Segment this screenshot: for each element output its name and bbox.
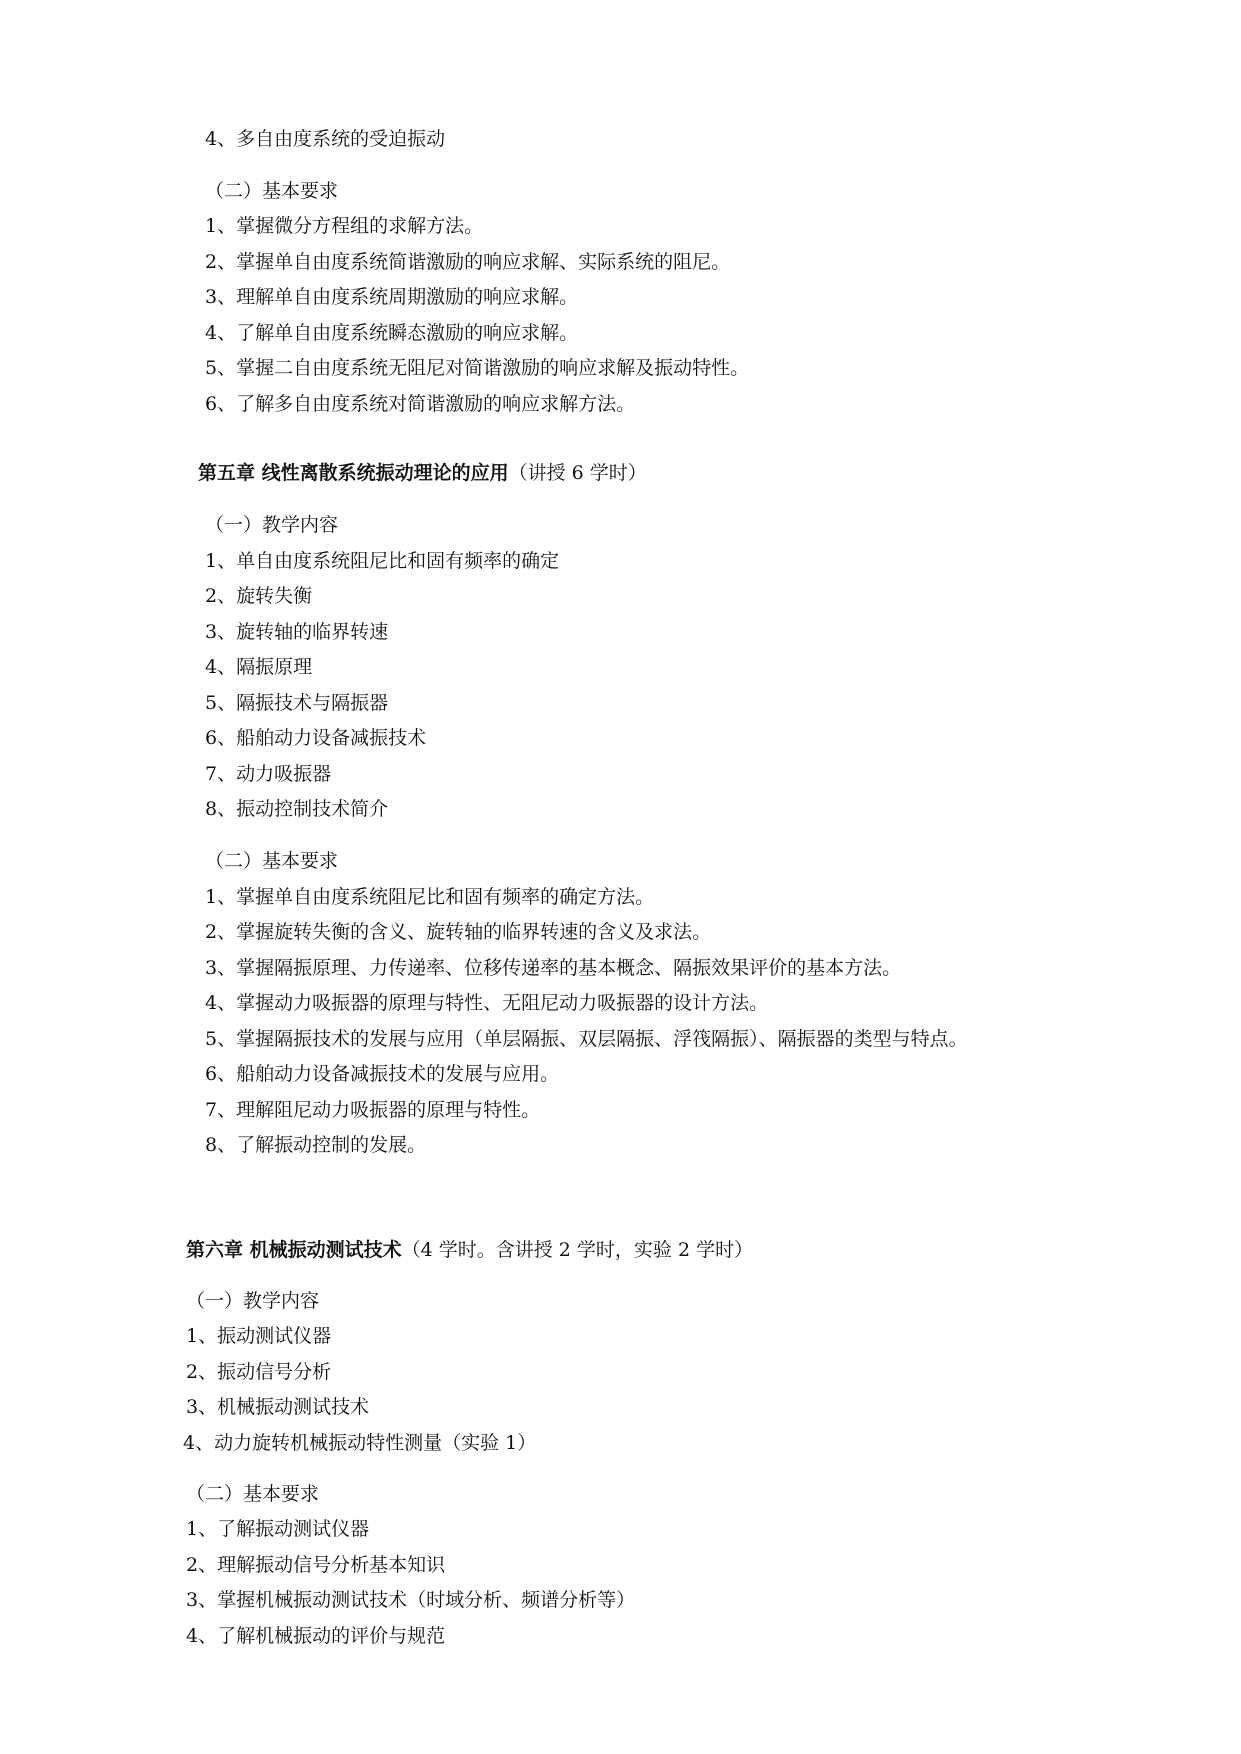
chapter5-req-item-7: 7、理解阻尼动力吸振器的原理与特性。	[205, 1099, 541, 1121]
chapter5-title: 第五章 线性离散系统振动理论的应用	[198, 462, 509, 484]
chapter5-requirements-title: （二）基本要求	[205, 850, 339, 872]
chapter6-content-item-4: 4、动力旋转机械振动特性测量（实验 1）	[183, 1432, 537, 1454]
chapter5-content-item-7: 7、动力吸振器	[205, 763, 332, 785]
chapter5-content-item-4: 4、隔振原理	[205, 656, 313, 678]
chapter6-title: 第六章 机械振动测试技术	[186, 1239, 402, 1261]
chapter4-req-item-6: 6、了解多自由度系统对简谐激励的响应求解方法。	[205, 393, 636, 415]
chapter6-req-item-2: 2、理解振动信号分析基本知识	[186, 1554, 446, 1576]
chapter5-content-title: （一）教学内容	[205, 514, 339, 536]
chapter5-content-item-5: 5、隔振技术与隔振器	[205, 692, 389, 714]
chapter6-content-title: （一）教学内容	[186, 1290, 320, 1312]
chapter4-req-item-1: 1、掌握微分方程组的求解方法。	[205, 215, 484, 237]
chapter6-content-item-2: 2、振动信号分析	[186, 1361, 332, 1383]
chapter5-content-item-3: 3、旋转轴的临界转速	[205, 621, 389, 643]
chapter6-content-item-1: 1、振动测试仪器	[186, 1325, 332, 1347]
chapter4-req-item-3: 3、理解单自由度系统周期激励的响应求解。	[205, 286, 579, 308]
chapter6-req-item-3: 3、掌握机械振动测试技术（时域分析、频谱分析等）	[186, 1589, 636, 1611]
chapter5-req-item-6: 6、船舶动力设备减振技术的发展与应用。	[205, 1063, 560, 1085]
chapter6-req-item-1: 1、了解振动测试仪器	[186, 1518, 370, 1540]
chapter5-req-item-8: 8、了解振动控制的发展。	[205, 1134, 427, 1156]
chapter5-hours-note: （讲授 6 学时）	[508, 462, 647, 484]
chapter5-req-item-2: 2、掌握旋转失衡的含义、旋转轴的临界转速的含义及求法。	[205, 921, 712, 943]
chapter4-req-item-5: 5、掌握二自由度系统无阻尼对简谐激励的响应求解及振动特性。	[205, 357, 750, 379]
chapter5-heading	[198, 460, 647, 486]
chapter6-req-item-4: 4、了解机械振动的评价与规范	[186, 1625, 446, 1647]
chapter4-requirements-title: （二）基本要求	[205, 180, 339, 202]
chapter5-content-item-8: 8、振动控制技术简介	[205, 798, 389, 820]
chapter6-hours-note: （4 学时。含讲授 2 学时，实验 2 学时）	[401, 1239, 754, 1261]
chapter5-req-item-1: 1、掌握单自由度系统阻尼比和固有频率的确定方法。	[205, 886, 655, 908]
chapter5-req-item-3: 3、掌握隔振原理、力传递率、位移传递率的基本概念、隔振效果评价的基本方法。	[205, 957, 902, 979]
chapter6-heading	[186, 1237, 753, 1263]
chapter5-req-item-5: 5、掌握隔振技术的发展与应用（单层隔振、双层隔振、浮筏隔振）、隔振器的类型与特点。	[205, 1028, 968, 1050]
chapter6-requirements-title: （二）基本要求	[186, 1483, 320, 1505]
chapter5-content-item-1: 1、单自由度系统阻尼比和固有频率的确定	[205, 550, 560, 572]
chapter5-req-item-4: 4、掌握动力吸振器的原理与特性、无阻尼动力吸振器的设计方法。	[205, 992, 769, 1014]
chapter6-content-item-3: 3、机械振动测试技术	[186, 1396, 370, 1418]
chapter4-content-item-4: 4、多自由度系统的受迫振动	[205, 128, 446, 150]
chapter4-req-item-4: 4、了解单自由度系统瞬态激励的响应求解。	[205, 322, 579, 344]
chapter5-content-item-2: 2、旋转失衡	[205, 585, 313, 607]
chapter5-content-item-6: 6、船舶动力设备减振技术	[205, 727, 427, 749]
chapter4-req-item-2: 2、掌握单自由度系统简谐激励的响应求解、实际系统的阻尼。	[205, 251, 731, 273]
